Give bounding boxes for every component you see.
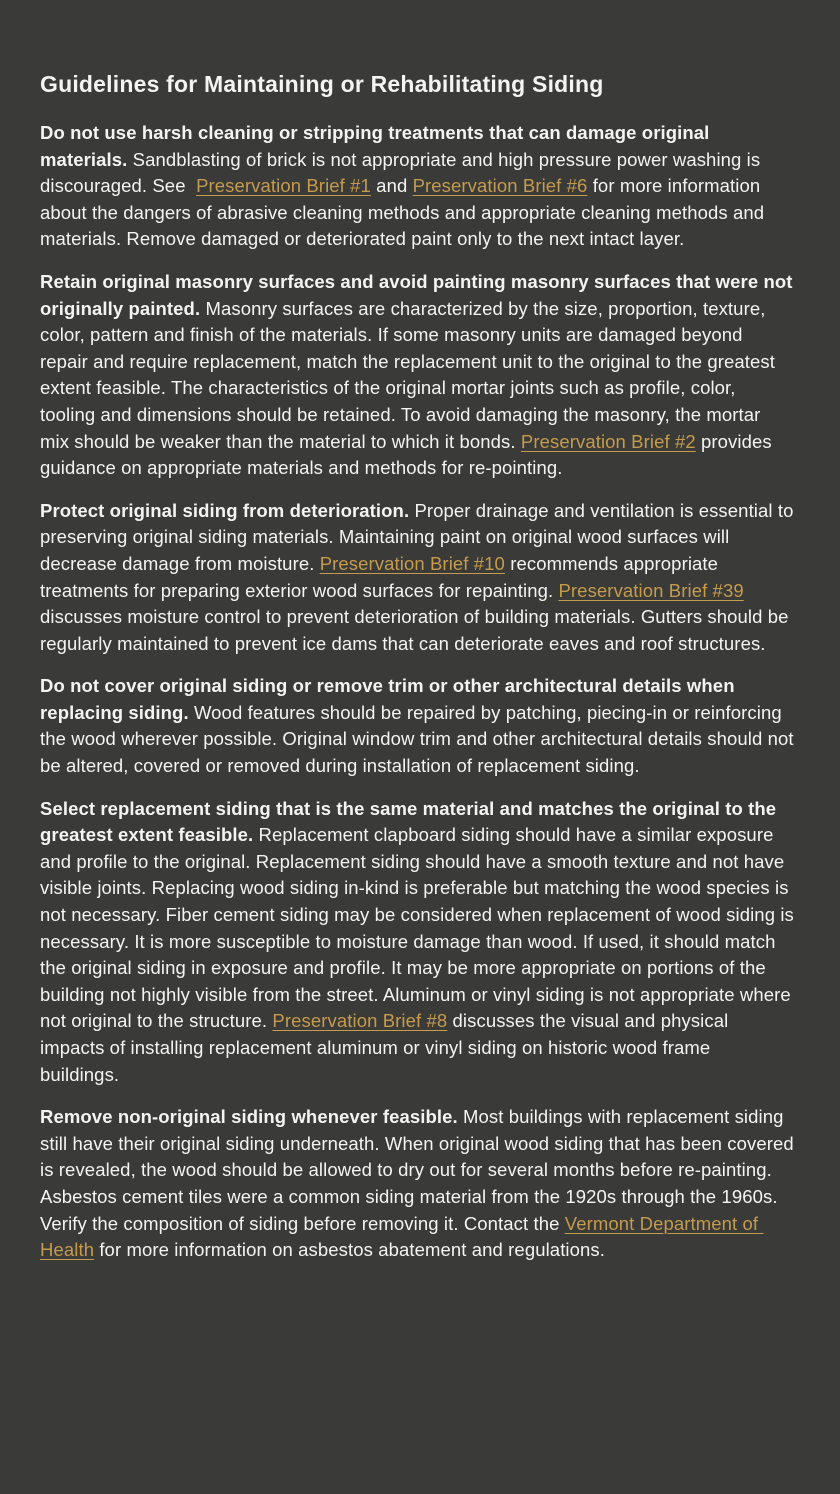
- paragraph-text: Wood features should be repaired by patching, piecing-in or reinforcing the wood wherever possible. Original window trim and other architectural details should not be altered, covered or removed during installation of replacement siding.: [40, 701, 799, 777]
- paragraph: [40, 1104, 800, 1264]
- preservation-brief-1-link[interactable]: Preservation Brief #1: [196, 175, 371, 197]
- paragraph-text: and: [370, 175, 413, 197]
- paragraph-text: provides guidance on appropriate materials and methods for re-pointing.: [40, 430, 777, 479]
- vermont-department-of-health-link[interactable]: Vermont Department of Health: [40, 1212, 764, 1261]
- paragraph: [40, 498, 799, 658]
- paragraph-text: Sandblasting of brick is not appropriate and high pressure power washing is discouraged. See: [40, 148, 766, 197]
- paragraph-lead-bold: Retain original masonry surfaces and avoid painting masonry surfaces that were not originally painted.: [40, 270, 798, 319]
- paragraph-text: for more information about the dangers of abrasive cleaning methods and appropriate cleaning methods and materials. Remove damaged or deteriorated paint only to the next intact layer.: [40, 175, 770, 250]
- paragraph-text: discusses the visual and physical impacts of installing replacement aluminum or vinyl siding on historic wood frame buildings.: [40, 1010, 734, 1085]
- preservation-brief-10-link[interactable]: Preservation Brief #10: [319, 552, 505, 574]
- paragraph-text: for more information on asbestos abatement and regulations.: [94, 1239, 606, 1261]
- paragraph: [40, 796, 800, 1089]
- page-title: Guidelines for Maintaining or Rehabilitating Siding: [40, 71, 604, 97]
- paragraph-text: discusses moisture control to prevent deterioration of building materials. Gutters should be regularly maintained to prevent ice dams that can deteriorate eaves and roof structures.: [40, 579, 794, 654]
- preservation-brief-6-link[interactable]: Preservation Brief #6: [412, 175, 588, 197]
- paragraph-text: recommends appropriate treatments for preparing exterior wood surfaces for repainting.: [40, 552, 724, 601]
- paragraph-text: Proper drainage and ventilation is essential to preserving original siding materials. Maintaining paint on original wood surfaces will decrease damage from moisture.: [40, 499, 799, 574]
- paragraph-lead-bold: Select replacement siding that is the same material and matches the original to the greatest extent feasible.: [40, 797, 782, 846]
- preservation-brief-8-link[interactable]: Preservation Brief #8: [272, 1010, 448, 1032]
- preservation-brief-39-link[interactable]: Preservation Brief #39: [558, 579, 744, 601]
- paragraph-lead-bold: Remove non-original siding whenever feasible.: [40, 1106, 463, 1128]
- paragraph-text: Replacement clapboard siding should have a similar exposure and profile to the original. Replacement siding should have a smooth texture and not have visible joints. Replacing wood siding in-kind is preferable but matching the wood species is not necessary. Fiber cement siding may be considered when replacement of wood siding is necessary. It is more susceptible to moisture damage than wood. If used, it should match the original siding in exposure and profile. It may be more appropriate on portions of the building not highly visible from the street. Aluminum or vinyl siding is not appropriate where not original to the structure.: [40, 824, 800, 1032]
- document-body: [40, 120, 800, 1264]
- paragraph-text: Masonry surfaces are characterized by the size, proportion, texture, color, pattern and finish of the materials. If some masonry units are damaged beyond repair and require replacement, match the replacement unit to the original to the greatest extent feasible. The characteristics of the original mortar joints such as profile, color, tooling and dimensions should be retained. To avoid damaging the masonry, the mortar mix should be weaker than the material to which it bonds.: [40, 297, 781, 452]
- paragraph: [40, 120, 794, 253]
- paragraph-lead-bold: Do not cover original siding or remove trim or other architectural details when replacing siding.: [40, 675, 740, 723]
- paragraph-text: Most buildings with replacement siding still have their original siding underneath. When original wood siding that has been covered is revealed, the wood should be allowed to dry out for several months before re-painting. Asbestos cement tiles were a common siding material from the 1920s through the 1960s. Verify the composition of siding before removing it. Contact the: [40, 1106, 800, 1234]
- paragraph-lead-bold: Do not use harsh cleaning or stripping treatments that can damage original materials.: [40, 122, 715, 170]
- paragraph-lead-bold: Protect original siding from deterioration.: [40, 499, 415, 521]
- paragraph: [40, 269, 798, 482]
- preservation-brief-2-link[interactable]: Preservation Brief #2: [520, 430, 696, 452]
- paragraph: [40, 673, 799, 779]
